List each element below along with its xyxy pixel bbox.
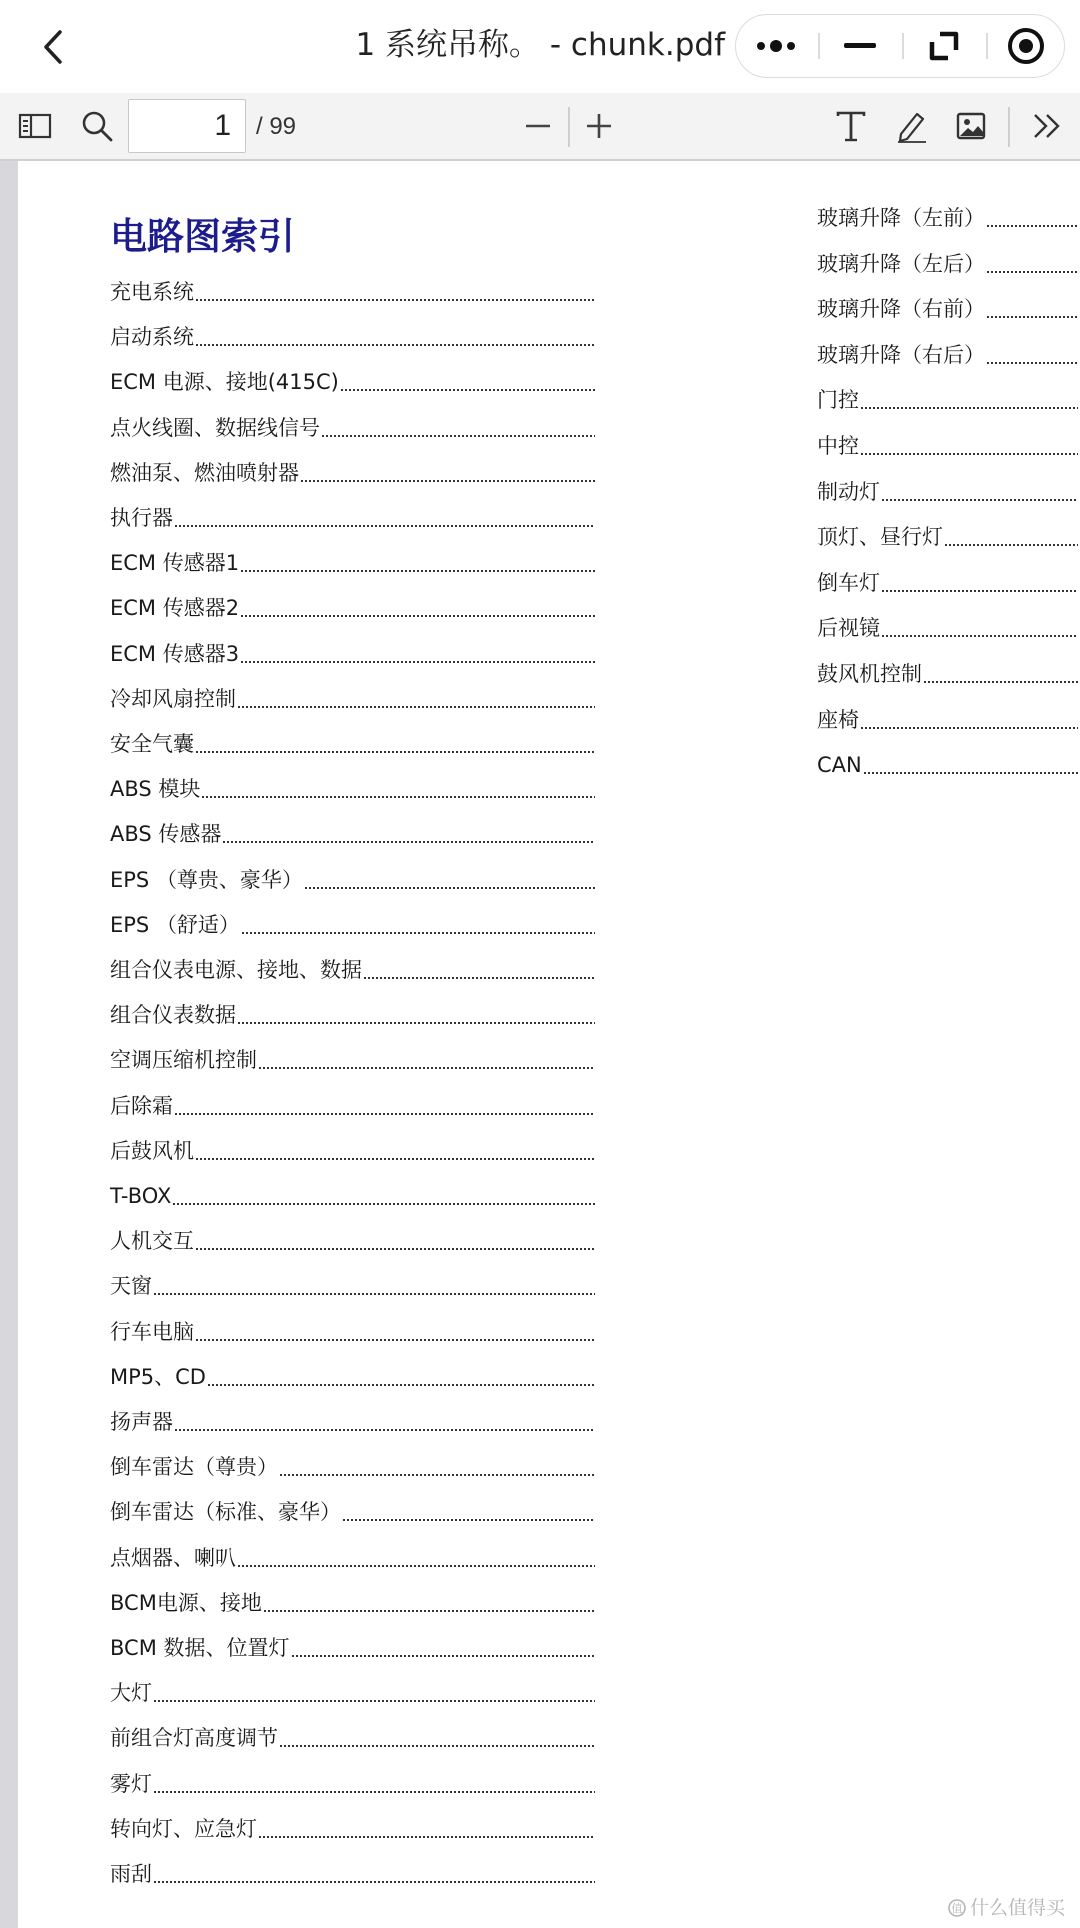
toc-entry-title: ECM 传感器1 (110, 551, 240, 576)
toc-dot-leader (208, 1384, 595, 1386)
title-bar (0, 0, 1080, 93)
toc-entry[interactable] (817, 744, 1080, 780)
page-number-input[interactable] (128, 99, 246, 153)
toc-entry-title: 雾灯 (110, 1771, 152, 1796)
toc-entry-title: 空调压缩机控制 (110, 1048, 257, 1073)
mini-program-capsule (735, 14, 1065, 78)
zoom-out-button[interactable] (515, 103, 561, 149)
back-button[interactable] (30, 22, 80, 72)
toc-entry[interactable] (110, 407, 597, 443)
toc-entry-title: 制动灯 (817, 479, 880, 504)
watermark-text: 什么值得买 (970, 1897, 1066, 1919)
toc-entry[interactable] (817, 516, 1080, 552)
toc-entry-title: 点烟器、喇叭 (110, 1545, 236, 1570)
toc-entry[interactable] (110, 1672, 597, 1708)
svg-text:值: 值 (951, 1902, 963, 1915)
toc-entry[interactable] (817, 288, 1080, 324)
toc-entry[interactable] (110, 1446, 597, 1482)
toc-entry[interactable] (110, 1582, 597, 1618)
toc-entry[interactable] (110, 1356, 597, 1392)
toc-dot-leader (882, 635, 1078, 637)
toc-dot-leader (241, 615, 595, 617)
toc-entry-title: 门控 (817, 388, 859, 413)
toc-entry[interactable] (817, 653, 1080, 689)
toc-entry[interactable] (817, 243, 1080, 279)
search-button[interactable] (74, 103, 120, 149)
page-heading: 电路图索引 (110, 215, 295, 258)
toc-entry-title: 中控 (817, 434, 859, 458)
toc-dot-leader (987, 271, 1078, 273)
toc-dot-leader (238, 1565, 595, 1567)
toc-entry-title: 执行器 (110, 506, 173, 530)
toc-entry[interactable] (110, 1627, 597, 1663)
toc-dot-leader (280, 1745, 595, 1747)
zoom-in-button[interactable] (576, 103, 622, 149)
toc-entry-title: ABS 传感器 (110, 822, 222, 847)
toc-entry-title: 玻璃升降（右前） (817, 297, 985, 322)
toc-entry-title: CAN (817, 753, 862, 778)
toc-entry[interactable] (110, 1311, 597, 1347)
toc-dot-leader (259, 1836, 595, 1838)
toc-entry[interactable] (110, 542, 597, 578)
toc-dot-leader (987, 362, 1078, 364)
toc-entry-title: 玻璃升降（左后） (817, 251, 985, 276)
rotate-screen-icon (926, 28, 962, 64)
toc-entry[interactable] (110, 723, 597, 759)
toc-dot-leader (343, 1519, 595, 1521)
toc-entry-title: 冷却风扇控制 (110, 686, 236, 711)
toc-dot-leader (154, 1881, 595, 1883)
toc-dot-leader (987, 225, 1078, 227)
toc-entry-title: 顶灯、昼行灯 (817, 525, 943, 550)
minimize-button[interactable] (820, 15, 900, 76)
toc-entry[interactable] (110, 1130, 597, 1166)
toc-entry-title: 充电系统 (110, 280, 194, 304)
toc-entry-title: 大灯 (110, 1681, 152, 1706)
toc-dot-leader (238, 1022, 595, 1024)
toc-entry[interactable] (110, 633, 597, 669)
toc-entry-title: BCM电源、接地 (110, 1590, 262, 1615)
close-button[interactable] (986, 15, 1066, 76)
toc-entry[interactable] (110, 1491, 597, 1527)
text-tool-button[interactable] (828, 103, 874, 149)
toc-dot-leader (241, 661, 595, 663)
zoom-out-icon (523, 111, 553, 141)
document-title: 1 系统吊称。 - chunk.pdf (355, 27, 725, 63)
more-tools-button[interactable] (1024, 103, 1070, 149)
toc-dot-leader (196, 751, 595, 753)
toc-dot-leader (175, 525, 595, 527)
pen-tool-icon (893, 108, 929, 144)
toc-entry-title: 倒车灯 (817, 570, 880, 595)
toc-entry-title: ECM 传感器3 (110, 641, 240, 666)
pen-tool-button[interactable] (888, 103, 934, 149)
toc-dot-leader (305, 887, 595, 889)
toc-dot-leader (924, 681, 1078, 683)
toc-entry[interactable] (110, 904, 597, 940)
toc-entry[interactable] (110, 1763, 597, 1799)
image-tool-icon (954, 109, 988, 143)
toc-dot-leader (280, 1474, 595, 1476)
toc-entry[interactable] (817, 425, 1080, 461)
toc-entry-title: 启动系统 (110, 325, 194, 350)
toc-entry[interactable] (110, 497, 597, 533)
toc-dot-leader (864, 772, 1078, 774)
toc-entry[interactable] (817, 197, 1080, 233)
toc-entry[interactable] (110, 1537, 597, 1573)
toc-entry[interactable] (110, 587, 597, 623)
toc-entry-title: EPS （尊贵、豪华） (110, 867, 303, 892)
toc-entry[interactable] (110, 1853, 597, 1889)
pdf-toolbar (0, 93, 1080, 161)
text-tool-icon (833, 108, 869, 144)
toc-entry[interactable] (110, 1265, 597, 1301)
more-dots-icon (753, 36, 799, 56)
pdf-viewport[interactable] (0, 161, 1080, 1928)
toc-entry-title: 转向灯、应急灯 (110, 1816, 257, 1841)
toc-dot-leader (987, 316, 1078, 318)
toc-entry[interactable] (817, 471, 1080, 507)
zoom-in-icon (584, 111, 614, 141)
toc-entry[interactable] (110, 452, 597, 488)
toc-entry[interactable] (110, 1808, 597, 1844)
toc-dot-leader (175, 1113, 595, 1115)
sidebar-toggle-button[interactable] (12, 103, 58, 149)
toc-entry-title: 点火线圈、数据线信号 (110, 415, 320, 440)
toc-entry[interactable] (110, 949, 597, 985)
toc-entry-title: 行车电脑 (110, 1319, 194, 1344)
toc-entry-title: 燃油泵、燃油喷射器 (110, 460, 299, 485)
toc-entry[interactable] (110, 1717, 597, 1753)
toc-entry-title: BCM 数据、位置灯 (110, 1636, 290, 1660)
toc-dot-leader (196, 299, 595, 301)
toc-entry-title: 座椅 (817, 707, 859, 732)
toc-dot-leader (242, 932, 595, 934)
toc-dot-leader (196, 1158, 595, 1160)
page-gutter (0, 161, 18, 1928)
image-tool-button[interactable] (948, 103, 994, 149)
toc-entry[interactable] (110, 994, 597, 1030)
toc-entry[interactable] (817, 334, 1080, 370)
sidebar-icon (17, 111, 53, 141)
toc-entry-title: 倒车雷达（尊贵） (110, 1455, 278, 1480)
toc-entry-title: 后鼓风机 (110, 1138, 194, 1163)
toc-dot-leader (322, 435, 595, 437)
toc-entry-title: T-BOX (110, 1184, 172, 1208)
toc-entry[interactable] (110, 768, 597, 804)
toc-entry-title: 玻璃升降（左前） (817, 206, 985, 230)
toc-dot-leader (196, 1248, 595, 1250)
toc-entry[interactable] (817, 379, 1080, 415)
toc-entry[interactable] (110, 361, 597, 397)
toc-entry-title: 鼓风机控制 (817, 662, 922, 686)
toc-entry-title: 后视镜 (817, 616, 880, 641)
toc-dot-leader (223, 841, 595, 843)
close-circle-icon (1006, 26, 1046, 66)
toc-entry[interactable] (110, 1220, 597, 1256)
toc-entry-title: ECM 传感器2 (110, 596, 240, 621)
toc-entry-title: ABS 模块 (110, 777, 201, 802)
toc-dot-leader (861, 453, 1078, 455)
toc-entry-title: 倒车雷达（标准、豪华） (110, 1500, 341, 1525)
toc-dot-leader (364, 977, 595, 979)
toc-dot-leader (264, 1610, 595, 1612)
toc-dot-leader (945, 544, 1078, 546)
toc-dot-leader (882, 499, 1078, 501)
toc-entry-title: 雨刮 (110, 1862, 152, 1886)
search-icon (79, 108, 115, 144)
toc-entry-title: 组合仪表数据 (110, 1003, 236, 1028)
toc-dot-leader (861, 727, 1078, 729)
toc-entry[interactable] (817, 607, 1080, 643)
toc-entry[interactable] (110, 1175, 597, 1211)
toc-entry-title: 安全气囊 (110, 732, 194, 756)
toc-dot-leader (173, 1203, 595, 1205)
toc-entry[interactable] (110, 1039, 597, 1075)
toc-entry[interactable] (110, 316, 597, 352)
watermark-logo-icon (948, 1899, 966, 1917)
toc-entry[interactable] (110, 859, 597, 895)
toc-entry-title: 玻璃升降（右后） (817, 342, 985, 367)
toc-entry[interactable] (817, 562, 1080, 598)
toc-entry[interactable] (110, 1401, 597, 1437)
toc-entry-title: 扬声器 (110, 1410, 173, 1434)
toc-dot-leader (196, 1339, 595, 1341)
toc-entry[interactable] (110, 1085, 597, 1121)
toc-entry-title: 前组合灯高度调节 (110, 1726, 278, 1751)
minimize-icon (842, 41, 878, 51)
toc-entry[interactable] (110, 678, 597, 714)
toc-dot-leader (301, 480, 595, 482)
more-chevron-icon (1029, 109, 1065, 143)
toolbar-divider (568, 107, 570, 147)
toc-dot-leader (259, 1067, 595, 1069)
toc-entry-title: ECM 电源、接地(415C) (110, 370, 339, 395)
chevron-left-icon (30, 22, 80, 72)
toolbar-divider (1008, 107, 1010, 147)
toc-dot-leader (238, 706, 595, 708)
toc-entry-title: MP5、CD (110, 1364, 206, 1389)
toc-entry-title: EPS （舒适） (110, 912, 240, 937)
toc-entry[interactable] (110, 271, 597, 307)
toc-dot-leader (154, 1700, 595, 1702)
toc-dot-leader (154, 1791, 595, 1793)
toc-dot-leader (154, 1293, 595, 1295)
toc-dot-leader (861, 407, 1078, 409)
toc-dot-leader (196, 344, 595, 346)
toc-entry[interactable] (817, 699, 1080, 735)
toc-dot-leader (292, 1655, 596, 1657)
toc-dot-leader (202, 796, 595, 798)
toc-entry-title: 人机交互 (110, 1229, 194, 1254)
toc-dot-leader (882, 590, 1078, 592)
toc-dot-leader (241, 570, 595, 572)
toc-entry-title: 后除霜 (110, 1093, 173, 1118)
watermark (948, 1893, 1065, 1920)
more-button[interactable] (736, 15, 816, 76)
toc-dot-leader (341, 389, 595, 391)
rotate-screen-button[interactable] (904, 15, 984, 76)
toc-dot-leader (175, 1429, 595, 1431)
toc-entry-title: 组合仪表电源、接地、数据 (110, 958, 362, 982)
toc-entry-title: 天窗 (110, 1274, 152, 1299)
page-total-label: / 99 (256, 113, 297, 140)
toc-entry[interactable] (110, 813, 597, 849)
